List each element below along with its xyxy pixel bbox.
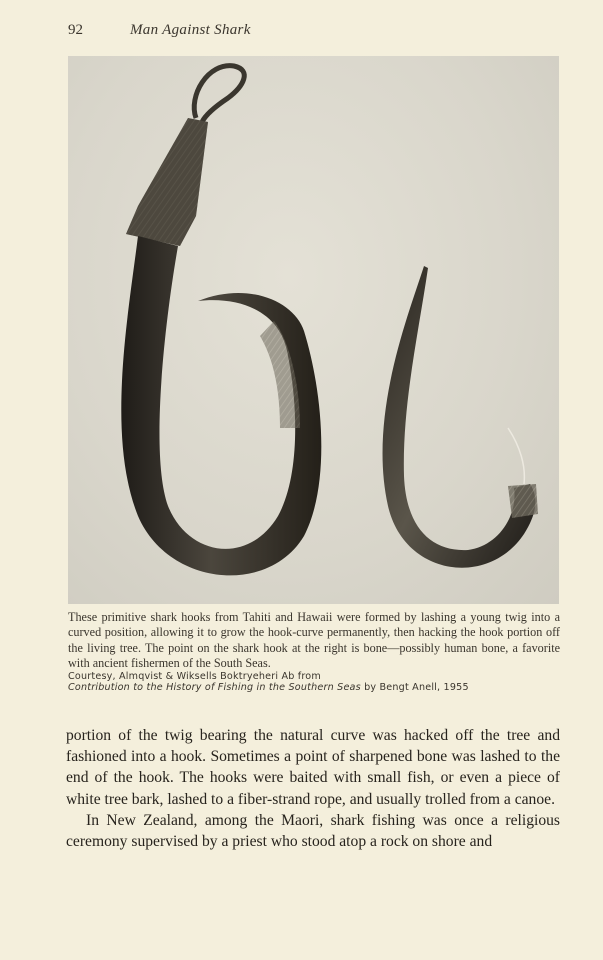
credit-line-2 bbox=[68, 682, 560, 693]
paragraph-1: portion of the twig bearing the natural curve was hacked off the tree and fashioned into a hook. Sometimes a point of sharpened bone was lashed to the end of the hook. The hooks were baited with small fish, or even a piece of white tree bark, lashed to a fiber-strand rope, and usually trolled from a canoe. bbox=[66, 727, 560, 808]
credit-work-title: Contribution to the History of Fishing in the Southern Seas bbox=[68, 682, 361, 694]
credit-line-1: Courtesy, Almqvist & Wiksells Boktryeheri Ab from bbox=[68, 671, 321, 683]
shark-hooks-photo bbox=[68, 56, 559, 604]
hooks-illustration bbox=[68, 56, 559, 604]
right-hook bbox=[383, 266, 538, 568]
left-hook bbox=[121, 66, 321, 576]
page-header bbox=[68, 22, 563, 39]
page-number: 92 bbox=[68, 22, 83, 38]
photo-credit bbox=[68, 671, 560, 693]
figure-caption bbox=[68, 610, 560, 693]
running-title: Man Against Shark bbox=[130, 22, 251, 38]
body-text bbox=[66, 725, 560, 852]
caption-text: These primitive shark hooks from Tahiti and Hawaii were formed by lashing a young twig into a curved position, allowing it to grow the hook-curve permanently, then hacking the hook portion off the living tree. The point on the shark hook at the right is bone—possibly human bone, a favorite with ancient fishermen of the South Seas. bbox=[68, 610, 560, 670]
credit-author: by Bengt Anell, 1955 bbox=[364, 682, 469, 694]
paragraph-2: In New Zealand, among the Maori, shark fishing was once a religious ceremony supervised by a priest who stood atop a rock on shore and bbox=[66, 811, 560, 851]
